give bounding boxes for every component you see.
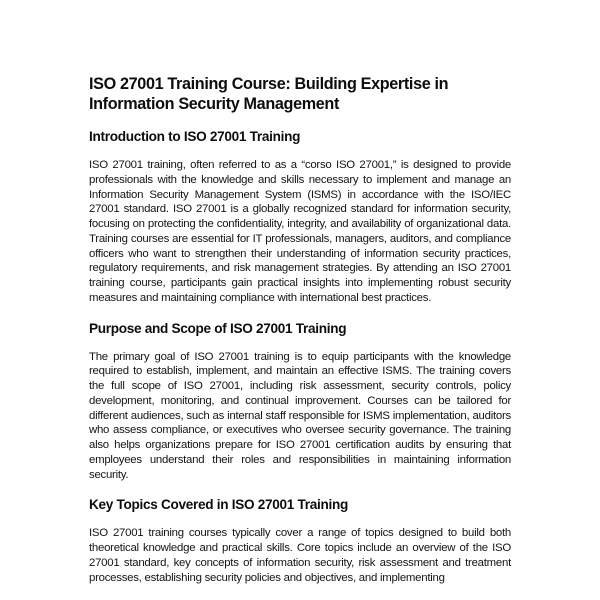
section-heading-purpose-scope: Purpose and Scope of ISO 27001 Training — [89, 320, 347, 336]
section-heading-key-topics: Key Topics Covered in ISO 27001 Training — [89, 497, 348, 513]
section-body-key-topics: ISO 27001 training courses typically cover a range of topics designed to build both theoretical knowledge and practical skills. Core topics include an overview of the ISO 27001 standard, key concepts of information security, risk assessment and treatment processes, establishing security policies and objectives, and implementing — [89, 527, 511, 584]
document-title: ISO 27001 Training Course: Building Expertise in Information Security Management — [89, 75, 449, 113]
section-body-purpose-scope: The primary goal of ISO 27001 training is to equip participants with the knowledge required to establish, implement, and maintain an effective ISMS. The training covers the full scope of ISO 27001, including risk assessment, security controls, policy development, monitoring, and continual improvement. Courses can be tailored for different audiences, such as internal staff responsible for ISMS implementation, auditors who assess compliance, or executives who oversee security governance. The training also helps organizations prepare for ISO 27001 certification audits by ensuring that employees understand their roles and responsibilities in maintaining information security. — [89, 350, 511, 481]
document-page — [89, 74, 511, 585]
section-heading-introduction: Introduction to ISO 27001 Training — [89, 129, 301, 144]
section-body-introduction: ISO 27001 training, often referred to as a “corso ISO 27001,” is designed to provide professionals with the knowledge and skills necessary to implement and manage an Information Security Management System (ISMS) in accordance with the ISO/IEC 27001 standard. ISO 27001 is a globally recognized standard for information security, focusing on protecting the confidentiality, integrity, and availability of organizational data. Training courses are essential for IT professionals, managers, auditors, and compliance officers who want to strengthen their understanding of information security practices, regulatory requirements, and risk management strategies. By attending an ISO 27001 training course, participants gain practical insights into implementing robust security measures and maintaining compliance with international best practices. — [89, 159, 511, 304]
